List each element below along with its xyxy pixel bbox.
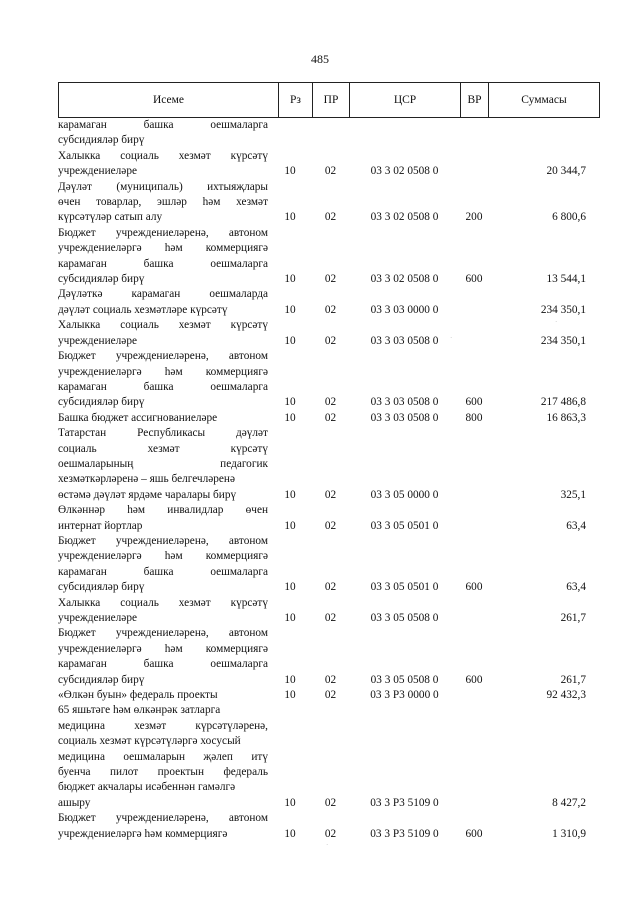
name-word: башка (143, 257, 174, 270)
row-csr: 03 3 03 0508 0 (370, 334, 439, 347)
row-name (58, 349, 268, 411)
row-vr: 600 (465, 673, 483, 686)
name-word: учреждениеләргә (58, 242, 142, 255)
name-word: Бюджет (58, 812, 96, 825)
name-word: бюджет акчалары исәбеннән гамәлгә (58, 781, 236, 794)
row-name (58, 811, 268, 842)
header-pr: ПР (313, 83, 350, 117)
name-word: учреждениеләргә (58, 642, 142, 655)
scan-dot: · (450, 334, 453, 342)
name-word: оешмаларга (210, 380, 268, 393)
name-line (58, 703, 268, 718)
name-word: хезмәт (236, 196, 268, 209)
row-name (58, 180, 268, 226)
name-word: учреждениеләре (58, 612, 137, 624)
name-word: хезмәткәрләренә – яшь белгечләренә (58, 473, 235, 486)
name-line (58, 334, 268, 349)
name-word: субсидияләр бирү (58, 273, 145, 286)
name-word: «Өлкән буын» федераль проекты (58, 689, 218, 702)
row-rz: 10 (284, 211, 296, 224)
table-row (58, 596, 600, 627)
row-csr: 03 3 05 0501 0 (370, 519, 439, 532)
row-pr: 02 (324, 488, 337, 501)
name-word: ашыру (58, 796, 91, 809)
name-word: учреждениеләренә, (115, 812, 209, 825)
name-word: һәм (164, 242, 183, 255)
name-word: оешмаларда (209, 288, 268, 301)
row-rz: 10 (284, 303, 296, 316)
row-csr: 03 3 02 0508 0 (370, 211, 439, 224)
name-line (58, 149, 268, 164)
name-word: автоном (228, 534, 268, 547)
name-line (58, 688, 268, 703)
row-vr: 600 (465, 827, 483, 840)
name-word: Халыкка (58, 319, 101, 332)
name-word: социаль хезмәт күрсәтүләргә хосусый (58, 735, 241, 748)
name-word: Өлкәннәр (58, 504, 106, 517)
row-name (58, 287, 268, 318)
name-line (58, 133, 268, 148)
table-row (58, 287, 600, 318)
name-word: учреждениеләренә, (115, 350, 209, 363)
name-word: Башка бюджет ассигнованиеләре (58, 411, 218, 424)
name-word: 65 яшьтәге һәм өлкәнрәк затларга (58, 704, 221, 717)
header-csr: ЦСР (350, 83, 461, 117)
row-pr: 02 (324, 673, 337, 686)
name-line (58, 673, 268, 688)
name-word: федераль (223, 766, 268, 779)
name-word: күрсәтүләренә, (195, 719, 268, 732)
name-word: итү (251, 750, 268, 763)
name-word: хезмәт (178, 319, 211, 332)
name-line (58, 457, 268, 472)
row-vr: 600 (465, 273, 483, 286)
row-rz: 10 (284, 612, 296, 624)
scan-dot: · (326, 841, 329, 849)
name-word: оешмаларының (58, 457, 134, 470)
name-word: учреждениеләренә, (115, 226, 209, 239)
row-sum: 63,4 (566, 581, 586, 594)
row-sum: 92 432,3 (546, 689, 586, 702)
name-word: учреждениеләргә (58, 827, 142, 840)
table-row (58, 318, 600, 349)
row-pr: 02 (324, 519, 337, 532)
row-pr: 02 (324, 211, 337, 224)
row-name (58, 596, 268, 627)
row-rz: 10 (284, 673, 296, 686)
row-pr: 02 (324, 612, 337, 624)
name-word: коммерциягә (205, 550, 268, 563)
name-word: автоном (228, 226, 268, 239)
row-name (58, 626, 268, 688)
name-line (58, 210, 268, 225)
name-word: буенча (58, 766, 91, 779)
row-name (58, 426, 268, 503)
name-word: хезмәт (178, 596, 211, 609)
name-word: һәм (144, 827, 163, 840)
name-line (58, 365, 268, 380)
name-word: өчен (58, 196, 81, 209)
name-line (58, 226, 268, 241)
name-word: субсидияләр бирү (58, 581, 145, 594)
name-line (58, 318, 268, 333)
name-line (58, 780, 268, 795)
name-word: автоном (228, 627, 268, 640)
name-word: Бюджет (58, 350, 96, 363)
name-line (58, 611, 268, 626)
name-line (58, 580, 268, 595)
row-csr: 03 3 03 0000 0 (370, 303, 439, 316)
name-word: башка (143, 658, 174, 671)
name-line (58, 734, 268, 749)
name-line (58, 442, 268, 457)
name-word: коммерциягә (205, 242, 268, 255)
name-line (58, 811, 268, 826)
name-line (58, 534, 268, 549)
row-sum: 217 486,8 (540, 396, 586, 409)
name-word: эшләр (157, 196, 187, 209)
name-line (58, 411, 268, 426)
name-word: медицина (58, 719, 105, 732)
table-row (58, 226, 600, 288)
name-word: товарлар, (96, 196, 142, 209)
name-word: оешмаларга (210, 658, 268, 671)
name-word: Бюджет (58, 534, 96, 547)
table-row (58, 503, 600, 534)
name-word: карамаган (58, 380, 107, 393)
row-sum: 63,4 (566, 519, 586, 532)
name-line (58, 241, 268, 256)
scan-dot: · (555, 318, 558, 326)
name-line (58, 287, 268, 302)
name-word: пилот (110, 766, 139, 779)
table-header (58, 82, 600, 118)
row-csr: 03 3 05 0000 0 (370, 488, 439, 501)
name-word: башка (143, 119, 174, 131)
name-line (58, 657, 268, 672)
name-word: субсидияләр бирү (58, 673, 145, 686)
row-sum: 20 344,7 (546, 165, 586, 178)
row-vr: 200 (465, 211, 483, 224)
name-word: өчен (245, 504, 268, 517)
name-word: (муниципаль) (116, 180, 183, 193)
page-number: 485 (311, 52, 329, 66)
row-name (58, 411, 268, 426)
row-sum: 16 863,3 (546, 411, 586, 424)
name-word: оешмаларын (123, 750, 185, 763)
name-word: автоном (228, 812, 268, 825)
name-word: медицина (58, 750, 105, 763)
name-word: Бюджет (58, 627, 96, 640)
row-rz: 10 (284, 827, 296, 840)
name-word: автоном (228, 350, 268, 363)
table-row (58, 149, 600, 180)
table-row (58, 118, 600, 149)
row-pr: 02 (324, 411, 337, 424)
row-name (58, 534, 268, 596)
row-csr: 03 3 05 0508 0 (370, 673, 439, 686)
name-line (58, 272, 268, 287)
row-rz: 10 (284, 396, 296, 409)
name-word: һәм (164, 550, 183, 563)
name-line (58, 765, 268, 780)
name-word: оешмаларга (210, 257, 268, 270)
row-csr: 03 3 02 0508 0 (370, 165, 439, 178)
name-word: Бюджет (58, 226, 96, 239)
name-word: өстәмә дәүләт ярдәме чаралары бирү (58, 488, 237, 501)
name-line (58, 519, 268, 534)
name-word: Татарстан (58, 427, 107, 440)
row-pr: 02 (324, 796, 337, 809)
name-line (58, 180, 268, 195)
row-sum: 234 350,1 (540, 334, 586, 347)
row-pr: 02 (324, 396, 337, 409)
row-name (58, 503, 268, 534)
name-line (58, 796, 268, 811)
header-rz: Рз (279, 83, 313, 117)
name-word: инвалидлар (167, 504, 224, 517)
name-word: Республикасы (137, 427, 206, 440)
name-word: башка (143, 380, 174, 393)
row-name (58, 118, 268, 149)
row-csr: 03 3 05 0501 0 (370, 581, 439, 594)
name-word: карамаган (58, 119, 107, 131)
name-word: хезмәт (134, 719, 167, 732)
row-vr: 800 (465, 411, 483, 424)
name-line (58, 549, 268, 564)
row-csr: 03 3 03 0508 0 (370, 411, 439, 424)
name-word: һәм (202, 196, 221, 209)
name-word: һәм (127, 504, 146, 517)
row-csr: 03 3 P3 5109 0 (370, 827, 439, 840)
row-vr: 600 (465, 581, 483, 594)
row-rz: 10 (284, 519, 296, 532)
name-line (58, 349, 268, 364)
name-line (58, 395, 268, 410)
name-line (58, 426, 268, 441)
name-line (58, 472, 268, 487)
name-line (58, 257, 268, 272)
row-name (58, 318, 268, 349)
row-rz: 10 (284, 488, 296, 501)
table-row (58, 703, 600, 811)
row-pr: 02 (324, 581, 337, 594)
name-word: Халыкка (58, 149, 101, 162)
table-row (58, 411, 600, 426)
name-word: карамаган (131, 288, 181, 301)
row-pr: 02 (324, 827, 337, 840)
header-sum: Суммасы (521, 94, 567, 106)
name-line (58, 488, 268, 503)
name-line (58, 503, 268, 518)
name-word: карамаган (58, 658, 107, 671)
table-row (58, 811, 600, 842)
row-sum: 325,1 (560, 488, 586, 501)
name-line (58, 380, 268, 395)
row-sum: 261,7 (560, 673, 586, 686)
name-word: педагогик (220, 457, 268, 470)
name-word: учреждениеләргә (58, 550, 142, 563)
row-sum: 234 350,1 (540, 303, 586, 316)
name-word: проектын (157, 766, 205, 779)
row-rz: 10 (284, 796, 296, 809)
row-vr: 600 (465, 396, 483, 409)
name-word: күрсәтү (230, 596, 268, 609)
name-word: оешмаларга (210, 565, 268, 578)
name-line (58, 303, 268, 318)
name-line (58, 642, 268, 657)
name-word: күрсәтү (230, 319, 268, 332)
name-line (58, 118, 268, 133)
name-word: учреждениеләре (58, 165, 137, 178)
table-row (58, 426, 600, 503)
table-row (58, 180, 600, 226)
name-word: һәм (164, 642, 183, 655)
name-word: учреждениеләренә, (115, 534, 209, 547)
name-line (58, 565, 268, 580)
row-sum: 6 800,6 (552, 211, 586, 224)
name-word: учреждениеләре (58, 334, 137, 347)
name-line (58, 596, 268, 611)
name-word: оешмаларга (210, 119, 268, 131)
row-pr: 02 (324, 303, 337, 316)
name-word: хезмәт (178, 149, 211, 162)
row-pr: 02 (324, 165, 337, 178)
row-rz: 10 (284, 334, 296, 347)
table-row (58, 534, 600, 596)
name-word: күрсәтү (230, 149, 268, 162)
name-word: субсидияләр бирү (58, 396, 145, 409)
row-name (58, 688, 268, 703)
row-sum: 13 544,1 (546, 273, 586, 286)
name-word: учреждениеләренә, (115, 627, 209, 640)
name-word: хезмәт (147, 442, 180, 455)
row-sum: 8 427,2 (552, 796, 586, 809)
name-line (58, 719, 268, 734)
row-sum: 1 310,9 (552, 827, 586, 840)
row-pr: 02 (324, 273, 337, 286)
row-pr: 02 (324, 689, 337, 702)
name-word: Дәүләткә (58, 288, 103, 301)
name-word: һәм (164, 365, 183, 378)
row-csr: 03 3 02 0508 0 (370, 273, 439, 286)
name-word: коммерциягә (165, 827, 228, 840)
row-name (58, 226, 268, 288)
table-row (58, 626, 600, 688)
name-word: учреждениеләргә (58, 365, 142, 378)
name-word: күрсәтүләр сатып алу (58, 211, 163, 224)
name-line (58, 827, 268, 842)
name-word: Дәүләт (58, 180, 92, 193)
header-name: Исеме (59, 83, 279, 117)
name-line (58, 626, 268, 641)
name-line (58, 164, 268, 179)
row-rz: 10 (284, 273, 296, 286)
row-csr: 03 3 P3 5109 0 (370, 796, 439, 809)
name-word: Халыкка (58, 596, 101, 609)
name-word: ихтыяҗлары (207, 180, 268, 193)
row-rz: 10 (284, 411, 296, 424)
name-word: социаль (120, 149, 159, 162)
row-csr: 03 3 P3 0000 0 (370, 689, 439, 702)
name-word: субсидияләр бирү (58, 134, 145, 147)
row-csr: 03 3 03 0508 0 (370, 396, 439, 409)
name-line (58, 195, 268, 210)
row-name (58, 149, 268, 180)
name-word: башка (143, 565, 174, 578)
row-rz: 10 (284, 581, 296, 594)
name-word: социаль (58, 442, 97, 455)
name-word: карамаган (58, 257, 107, 270)
row-pr: 02 (324, 334, 337, 347)
name-word: интернат йортлар (58, 519, 143, 532)
table-row (58, 688, 600, 703)
row-sum: 261,7 (560, 612, 586, 624)
name-word: социаль (120, 596, 159, 609)
name-word: карамаган (58, 565, 107, 578)
name-word: җәлеп (203, 750, 233, 763)
header-vr: ВР (461, 83, 489, 117)
name-word: дәүләт (236, 427, 268, 440)
name-word: күрсәтү (230, 442, 268, 455)
name-word: дәүләт социаль хезмәтләре күрсәтү (58, 303, 228, 316)
name-word: коммерциягә (205, 365, 268, 378)
name-line (58, 750, 268, 765)
name-word: социаль (120, 319, 159, 332)
row-rz: 10 (284, 689, 296, 702)
row-rz: 10 (284, 165, 296, 178)
name-word: коммерциягә (205, 642, 268, 655)
table-body (58, 118, 600, 842)
table-row (58, 349, 600, 411)
row-name (58, 703, 268, 811)
row-csr: 03 3 05 0508 0 (370, 612, 439, 624)
